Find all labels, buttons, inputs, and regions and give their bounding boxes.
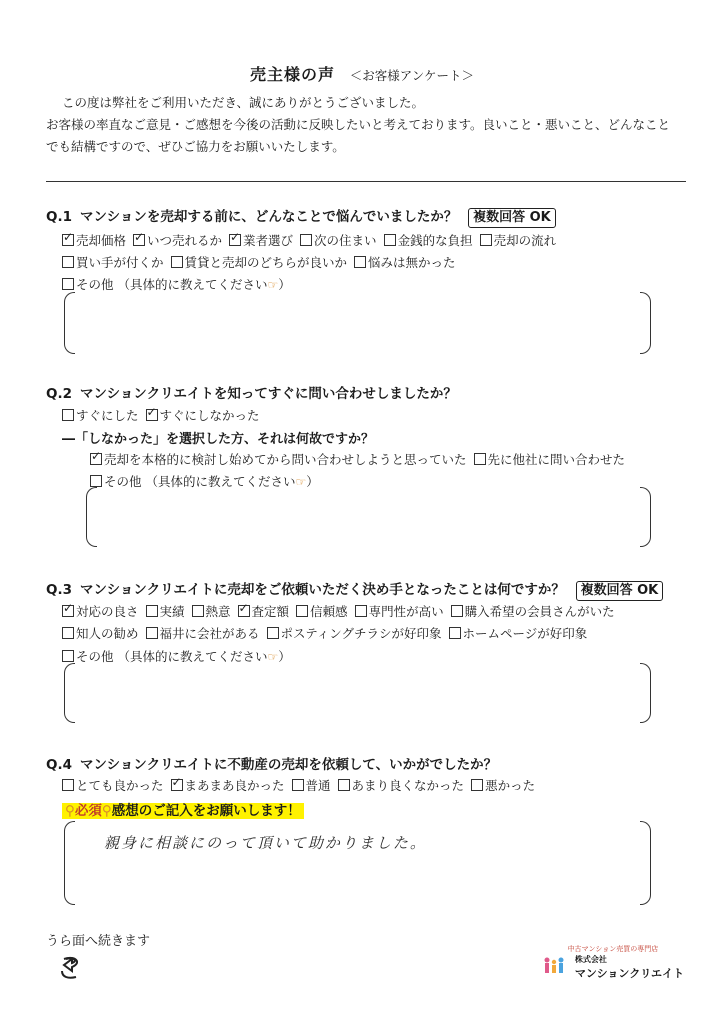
option-label: 知人の勧め [76,626,139,641]
q2-other[interactable] [90,472,319,490]
q1-options-row-2 [62,253,463,271]
lightbulb-icon: ⚲ [101,803,112,819]
option-label: 次の住まい [314,233,377,248]
checkbox[interactable] [338,779,350,791]
option-4[interactable] [238,602,290,620]
q2-options-row-1 [62,406,267,424]
option-label: 普通 [305,778,331,793]
checkbox[interactable] [62,605,74,617]
checkbox[interactable] [384,234,396,246]
option-3[interactable] [229,231,293,249]
checkbox[interactable] [192,605,204,617]
q4-answer-box-right[interactable] [640,821,651,905]
q1-other-close: ） [278,277,291,292]
q2-other-label: その他 （具体的に教えてください [104,474,296,489]
option-4[interactable] [338,776,465,794]
option-label: あまり良くなかった [351,778,465,793]
option-2[interactable] [171,253,348,271]
continue-note: うら面へ続きます [46,934,151,949]
checkbox[interactable] [146,409,158,421]
option-label: 業者選び [243,233,294,248]
option-label: 悩みは無かった [368,255,456,270]
option-label: 売却の流れ [493,233,557,248]
option-2[interactable] [474,450,626,468]
checkbox[interactable] [471,779,483,791]
intro-line-3: でも結構ですので、ぜひご協力をお願いいたします。 [46,139,345,154]
checkbox[interactable] [90,453,102,465]
option-1[interactable] [90,450,467,468]
option-1[interactable] [62,406,139,424]
checkbox[interactable] [133,234,145,246]
option-label: ホームページが好印象 [462,626,588,641]
option-label: 買い手が付くか [76,255,164,270]
survey-title: 売主様の声 [249,65,335,84]
option-label: 悪かった [485,778,536,793]
page-title [0,62,724,85]
q3-options-row-1 [62,602,622,620]
q4-heading [46,753,497,773]
pointing-hand-icon: ☞ [295,475,307,489]
option-label: とても良かった [76,778,164,793]
checkbox[interactable] [62,779,74,791]
checkbox[interactable] [62,627,74,639]
option-1[interactable] [62,776,164,794]
option-5[interactable] [471,776,535,794]
option-label: いつ売れるか [147,233,223,248]
q1-text: マンションを売却する前に、どんなことで悩んでいましたか？ [80,209,458,225]
q2-other-close: ） [306,474,319,489]
checkbox[interactable] [267,627,279,639]
intro-line-2: お客様の率直なご意見・ご感想を今後の活動に反映したいと考えております。良いこと・悪いこと、どんなこと [46,117,671,132]
q1-heading [46,205,556,228]
q1-other[interactable] [62,275,291,293]
option-3[interactable] [292,776,331,794]
option-label: 信頼感 [310,604,348,619]
q1-number: Q.1 [46,209,72,225]
option-4[interactable] [300,231,377,249]
q1-answer-box-right[interactable] [640,292,651,354]
checkbox[interactable] [451,605,463,617]
option-label: 専門性が高い [368,604,444,619]
q4-prompt: 感想のご記入をお願いします！ [111,803,301,819]
q1-multi-badge: 複数回答 OK [468,208,556,228]
option-1[interactable] [62,253,164,271]
option-label: 査定額 [251,604,290,619]
option-6[interactable] [355,602,444,620]
q3-answer-box-right[interactable] [640,663,651,723]
required-label: 必須 [74,803,102,819]
q2-other-checkbox[interactable] [90,475,102,487]
q4-number: Q.4 [46,757,72,773]
q2-followup: ―「しなかった」を選択した方、それは何故ですか？ [62,432,375,447]
logo-company-type: 株式会社 [574,955,607,964]
option-label: 金銭的な負担 [397,233,473,248]
logo-tagline: 中古マンション売買の専門店 [567,945,659,953]
option-label: 賃貸と売却のどちらが良いか [184,255,348,270]
q3-options-row-2 [62,624,594,642]
q3-answer-box-left[interactable] [64,663,75,723]
q3-other-label: その他 （具体的に教えてください [76,649,268,664]
checkbox[interactable] [474,453,486,465]
checkbox[interactable] [449,627,461,639]
option-label: 実績 [159,604,185,619]
checkbox[interactable] [296,605,308,617]
q3-other-close: ） [278,649,291,664]
pointing-hand-icon: ☞ [267,278,279,292]
option-label: すぐにした [76,408,139,423]
option-2[interactable] [146,602,185,620]
option-2[interactable] [133,231,222,249]
option-6[interactable] [480,231,557,249]
intro-line-1: この度は弊社をご利用いただき、誠にありがとうございました。 [62,95,425,110]
q4-required-highlight [62,803,304,819]
q3-text: マンションクリエイトに売却をご依頼いただく決め手となったことは何ですか？ [80,582,565,598]
option-label: 購入希望の会員さんがいた [464,604,615,619]
q3-other[interactable] [62,647,291,665]
checkbox[interactable] [238,605,250,617]
option-label: 売却を本格的に検討し始めてから問い合わせしようと思っていた [104,452,467,467]
checkbox[interactable] [146,627,158,639]
option-label: 熱意 [205,604,231,619]
option-3[interactable] [267,624,442,642]
checkbox[interactable] [171,256,183,268]
checkbox[interactable] [62,256,74,268]
divider [46,181,686,182]
q1-options-row-1 [62,231,563,249]
option-2[interactable] [146,406,260,424]
lightbulb-icon: ⚲ [65,803,75,819]
checkbox[interactable] [62,234,74,246]
q3-number: Q.3 [46,582,72,598]
logo-company-name: マンションクリエイト [574,967,684,980]
q2-text: マンションクリエイトを知ってすぐに問い合わせしましたか？ [80,386,457,402]
option-5[interactable] [384,231,473,249]
checkbox[interactable] [355,605,367,617]
q4-required-prompt [62,799,304,819]
q3-multi-badge: 複数回答 OK [576,581,664,601]
checkbox[interactable] [171,779,183,791]
checkbox[interactable] [146,605,158,617]
q2-options-row-2 [90,450,632,468]
option-1[interactable] [62,602,139,620]
checkbox[interactable] [229,234,241,246]
q4-handwritten-answer[interactable]: 親身に相談にのって頂いて助かりました。 [104,834,427,852]
survey-subtitle: ＜お客様アンケート＞ [349,68,475,83]
option-label: 売却価格 [76,233,127,248]
checkbox[interactable] [480,234,492,246]
option-2[interactable] [171,776,285,794]
q3-heading [46,578,663,601]
option-5[interactable] [296,602,348,620]
option-label: 先に他社に問い合わせた [487,452,626,467]
q3-other-checkbox[interactable] [62,650,74,662]
q4-options-row-1 [62,776,542,794]
pointing-hand-icon: ☞ [267,650,279,664]
option-label: 福井に会社がある [159,626,260,641]
q1-other-label: その他 （具体的に教えてください [76,277,268,292]
q2-answer-box-right[interactable] [640,487,651,547]
checkbox[interactable] [300,234,312,246]
q1-other-checkbox[interactable] [62,278,74,290]
checkbox[interactable] [62,409,74,421]
option-label: ポスティングチラシが好印象 [280,626,442,641]
option-label: すぐにしなかった [159,408,260,423]
option-label: 対応の良さ [76,604,139,619]
option-label: まあまあ良かった [184,778,285,793]
page-turn-icon [58,953,86,985]
option-3[interactable] [354,253,456,271]
option-2[interactable] [146,624,260,642]
option-4[interactable] [449,624,588,642]
q2-number: Q.2 [46,386,72,402]
option-1[interactable] [62,231,126,249]
company-logo [542,944,684,981]
option-3[interactable] [192,602,231,620]
q2-answer-box-left[interactable] [86,487,97,547]
checkbox[interactable] [292,779,304,791]
checkbox[interactable] [354,256,366,268]
q4-answer-box-left[interactable] [64,821,75,905]
family-logo-icon [542,956,566,980]
q4-text: マンションクリエイトに不動産の売却を依頼して、いかがでしたか？ [80,757,498,773]
q1-answer-box-left[interactable] [64,292,75,354]
q2-heading [46,382,457,402]
option-1[interactable] [62,624,139,642]
option-7[interactable] [451,602,615,620]
